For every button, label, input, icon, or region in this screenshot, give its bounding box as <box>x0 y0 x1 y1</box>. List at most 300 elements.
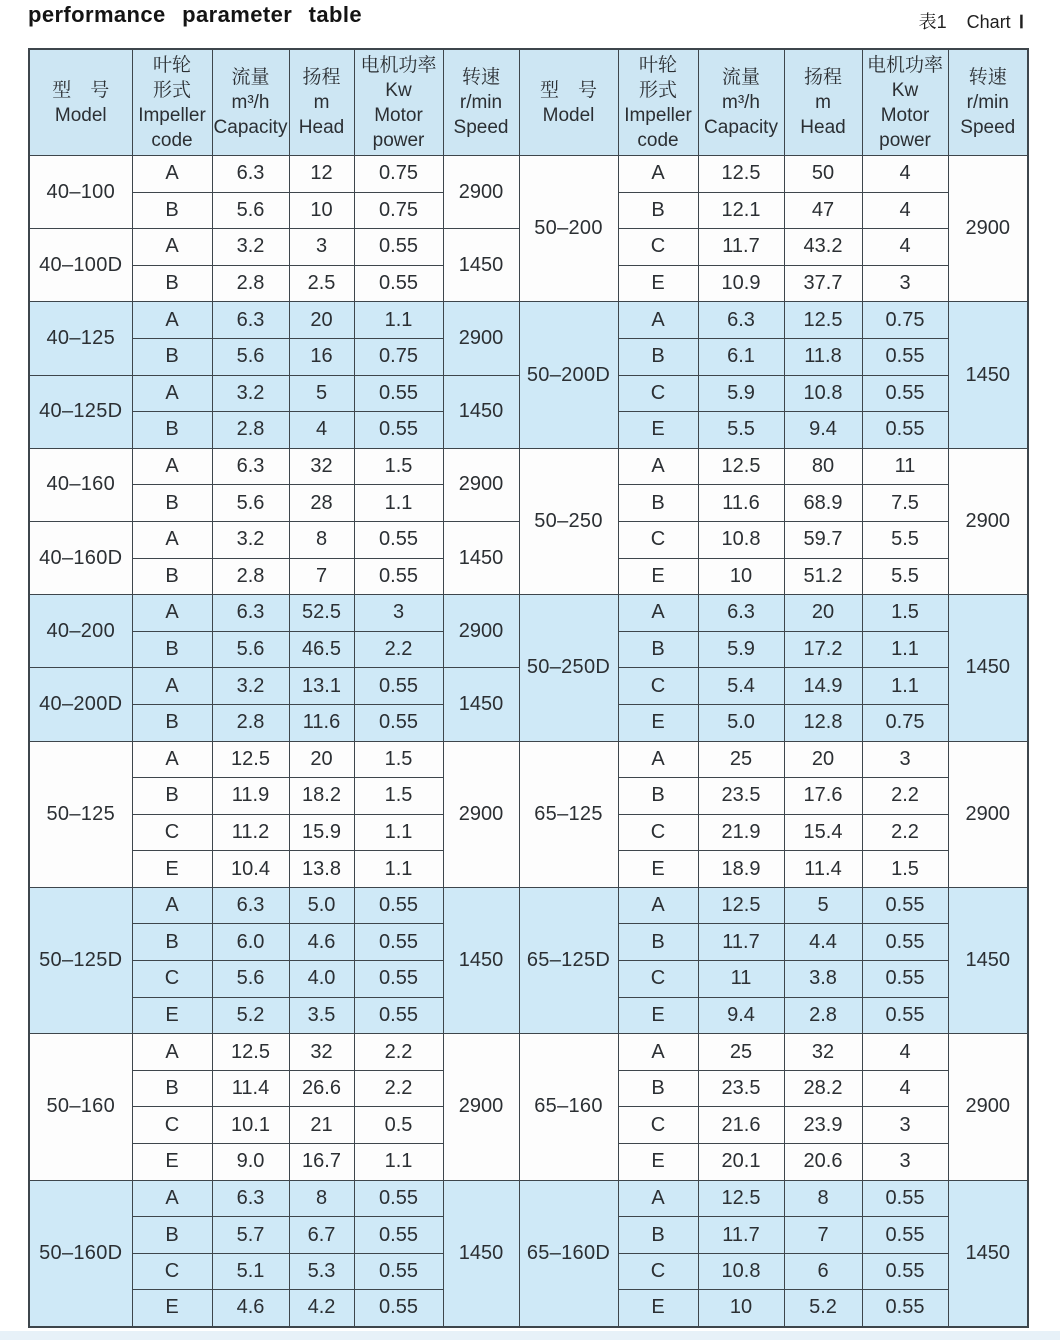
header-line: power <box>879 129 931 151</box>
head-cell: 11.4 <box>784 851 862 888</box>
power-cell: 0.55 <box>862 412 948 449</box>
power-cell: 0.55 <box>862 961 948 998</box>
header-line: Kw <box>385 79 412 101</box>
capacity-cell: 9.0 <box>212 1144 289 1181</box>
head-cell: 43.2 <box>784 229 862 266</box>
impeller-code-cell: A <box>618 741 698 778</box>
header-line: 型 号 <box>52 79 110 101</box>
power-cell: 0.55 <box>862 887 948 924</box>
impeller-code-cell: E <box>132 1144 212 1181</box>
impeller-code-cell: A <box>618 1034 698 1071</box>
chart-caption-zh: 表1 <box>918 12 947 32</box>
power-cell: 3 <box>862 741 948 778</box>
head-cell: 5 <box>784 887 862 924</box>
power-cell: 0.55 <box>354 558 443 595</box>
capacity-cell: 18.9 <box>698 851 784 888</box>
head-cell: 3.5 <box>289 997 354 1034</box>
chart-caption-number: Ⅰ <box>1018 12 1024 32</box>
power-cell: 0.55 <box>862 1180 948 1217</box>
impeller-code-cell: C <box>618 668 698 705</box>
power-cell: 2.2 <box>354 1034 443 1071</box>
column-header-impeller-left <box>132 49 212 156</box>
impeller-code-cell: B <box>618 338 698 375</box>
head-cell: 52.5 <box>289 595 354 632</box>
capacity-cell: 10.8 <box>698 1253 784 1290</box>
page-bottom-edge <box>0 1331 1060 1340</box>
impeller-code-cell: C <box>132 814 212 851</box>
header-line: power <box>372 129 425 151</box>
head-cell: 17.2 <box>784 631 862 668</box>
head-cell: 4.6 <box>289 924 354 961</box>
head-cell: 5.3 <box>289 1253 354 1290</box>
impeller-code-cell: B <box>132 1070 212 1107</box>
impeller-code-cell: E <box>618 704 698 741</box>
head-cell: 46.5 <box>289 631 354 668</box>
power-cell: 0.55 <box>862 1217 948 1254</box>
head-cell: 37.7 <box>784 265 862 302</box>
speed-cell: 2900 <box>443 448 519 521</box>
head-cell: 17.6 <box>784 778 862 815</box>
impeller-code-cell: B <box>618 924 698 961</box>
capacity-cell: 12.5 <box>698 887 784 924</box>
power-cell: 4 <box>862 192 948 229</box>
speed-cell: 2900 <box>948 156 1028 302</box>
capacity-cell: 12.5 <box>698 448 784 485</box>
power-cell: 3 <box>862 1107 948 1144</box>
capacity-cell: 10 <box>698 558 784 595</box>
power-cell: 2.2 <box>862 778 948 815</box>
capacity-cell: 2.8 <box>212 412 289 449</box>
power-cell: 0.5 <box>354 1107 443 1144</box>
table-row <box>29 595 1028 632</box>
header-line: 流量 <box>231 67 270 88</box>
capacity-cell: 11.2 <box>212 814 289 851</box>
impeller-code-cell: B <box>132 485 212 522</box>
table-row <box>29 887 1028 924</box>
speed-cell: 2900 <box>443 741 519 887</box>
capacity-cell: 6.3 <box>212 156 289 193</box>
head-cell: 6 <box>784 1253 862 1290</box>
head-cell: 47 <box>784 192 862 229</box>
power-cell: 4 <box>862 156 948 193</box>
capacity-cell: 25 <box>698 1034 784 1071</box>
speed-cell: 2900 <box>948 448 1028 594</box>
table-row <box>29 448 1028 485</box>
capacity-cell: 20.1 <box>698 1144 784 1181</box>
power-cell: 0.55 <box>354 521 443 558</box>
column-header-power-left <box>354 49 443 156</box>
head-cell: 5.2 <box>784 1290 862 1327</box>
impeller-code-cell: B <box>618 778 698 815</box>
impeller-code-cell: E <box>618 265 698 302</box>
column-header-power-right <box>862 49 948 156</box>
head-cell: 59.7 <box>784 521 862 558</box>
head-cell: 16 <box>289 338 354 375</box>
impeller-code-cell: C <box>618 1253 698 1290</box>
capacity-cell: 2.8 <box>212 558 289 595</box>
head-cell: 16.7 <box>289 1144 354 1181</box>
impeller-code-cell: A <box>132 741 212 778</box>
power-cell: 0.75 <box>862 704 948 741</box>
header-line: r/min <box>966 92 1009 113</box>
capacity-cell: 10.1 <box>212 1107 289 1144</box>
model-cell: 50–160 <box>29 1034 132 1180</box>
power-cell: 3 <box>862 1144 948 1181</box>
head-cell: 13.1 <box>289 668 354 705</box>
header-line: 扬程 <box>803 67 842 88</box>
capacity-cell: 10 <box>698 1290 784 1327</box>
capacity-cell: 3.2 <box>212 229 289 266</box>
head-cell: 11.8 <box>784 338 862 375</box>
power-cell: 0.55 <box>862 997 948 1034</box>
performance-table <box>28 48 1029 1328</box>
impeller-code-cell: E <box>618 412 698 449</box>
head-cell: 51.2 <box>784 558 862 595</box>
capacity-cell: 12.5 <box>698 156 784 193</box>
model-cell: 50–200 <box>519 156 618 302</box>
capacity-cell: 11.9 <box>212 778 289 815</box>
capacity-cell: 12.5 <box>212 1034 289 1071</box>
head-cell: 6.7 <box>289 1217 354 1254</box>
capacity-cell: 6.1 <box>698 338 784 375</box>
column-header-head-right <box>784 49 862 156</box>
table-body <box>29 156 1028 1327</box>
capacity-cell: 12.1 <box>698 192 784 229</box>
model-cell: 65–125D <box>519 887 618 1033</box>
impeller-code-cell: E <box>618 997 698 1034</box>
power-cell: 1.5 <box>862 595 948 632</box>
power-cell: 0.55 <box>354 961 443 998</box>
impeller-code-cell: E <box>132 1290 212 1327</box>
capacity-cell: 10.9 <box>698 265 784 302</box>
impeller-code-cell: A <box>132 887 212 924</box>
header-line: m³/h <box>722 92 760 113</box>
header-line: r/min <box>459 92 503 113</box>
header-line: Impeller <box>138 104 206 126</box>
impeller-code-cell: A <box>132 302 212 339</box>
header-line: code <box>637 129 679 151</box>
head-cell: 4.2 <box>289 1290 354 1327</box>
head-cell: 20.6 <box>784 1144 862 1181</box>
capacity-cell: 2.8 <box>212 265 289 302</box>
model-cell: 50–125 <box>29 741 132 887</box>
speed-cell: 1450 <box>948 302 1028 448</box>
power-cell: 4 <box>862 229 948 266</box>
power-cell: 0.55 <box>354 1290 443 1327</box>
capacity-cell: 5.6 <box>212 485 289 522</box>
impeller-code-cell: B <box>618 485 698 522</box>
power-cell: 0.55 <box>354 924 443 961</box>
power-cell: 1.1 <box>862 631 948 668</box>
speed-cell: 2900 <box>443 595 519 668</box>
impeller-code-cell: B <box>132 1217 212 1254</box>
table-row <box>29 156 1028 193</box>
head-cell: 3 <box>289 229 354 266</box>
head-cell: 32 <box>289 1034 354 1071</box>
head-cell: 80 <box>784 448 862 485</box>
head-cell: 8 <box>784 1180 862 1217</box>
capacity-cell: 6.3 <box>698 302 784 339</box>
power-cell: 7.5 <box>862 485 948 522</box>
model-cell: 65–160D <box>519 1180 618 1326</box>
head-cell: 11.6 <box>289 704 354 741</box>
capacity-cell: 5.1 <box>212 1253 289 1290</box>
power-cell: 1.5 <box>354 448 443 485</box>
power-cell: 0.55 <box>354 1217 443 1254</box>
capacity-cell: 11.4 <box>212 1070 289 1107</box>
power-cell: 1.5 <box>354 741 443 778</box>
impeller-code-cell: C <box>618 521 698 558</box>
speed-cell: 1450 <box>443 375 519 448</box>
impeller-code-cell: B <box>618 1217 698 1254</box>
model-cell: 50–250D <box>519 595 618 741</box>
power-cell: 0.55 <box>862 1290 948 1327</box>
header-line: Speed <box>453 117 509 138</box>
head-cell: 5.0 <box>289 887 354 924</box>
head-cell: 10 <box>289 192 354 229</box>
model-cell: 40–100 <box>29 156 132 229</box>
header-line: 形式 <box>638 79 677 101</box>
head-cell: 7 <box>289 558 354 595</box>
table-row <box>29 1180 1028 1217</box>
speed-cell: 1450 <box>443 229 519 302</box>
impeller-code-cell: A <box>132 1180 212 1217</box>
power-cell: 1.1 <box>354 814 443 851</box>
capacity-cell: 5.7 <box>212 1217 289 1254</box>
header-line: 转速 <box>968 67 1007 88</box>
power-cell: 0.55 <box>354 997 443 1034</box>
head-cell: 15.4 <box>784 814 862 851</box>
head-cell: 14.9 <box>784 668 862 705</box>
chart-caption <box>919 8 1024 34</box>
power-cell: 1.1 <box>354 485 443 522</box>
model-cell: 40–160 <box>29 448 132 521</box>
impeller-code-cell: B <box>132 704 212 741</box>
capacity-cell: 5.9 <box>698 631 784 668</box>
speed-cell: 1450 <box>443 1180 519 1326</box>
header-line: 电机功率 <box>866 54 943 76</box>
impeller-code-cell: A <box>618 156 698 193</box>
capacity-cell: 5.6 <box>212 338 289 375</box>
impeller-code-cell: B <box>132 631 212 668</box>
capacity-cell: 11.7 <box>698 924 784 961</box>
capacity-cell: 3.2 <box>212 668 289 705</box>
power-cell: 0.75 <box>354 192 443 229</box>
head-cell: 4 <box>289 412 354 449</box>
model-cell: 65–160 <box>519 1034 618 1180</box>
model-cell: 50–125D <box>29 887 132 1033</box>
impeller-code-cell: B <box>618 631 698 668</box>
head-cell: 32 <box>784 1034 862 1071</box>
power-cell: 4 <box>862 1070 948 1107</box>
header-line: Impeller <box>624 104 692 126</box>
header-line: Capacity <box>213 117 288 138</box>
head-cell: 4.0 <box>289 961 354 998</box>
capacity-cell: 6.3 <box>212 1180 289 1217</box>
capacity-cell: 12.5 <box>698 1180 784 1217</box>
power-cell: 0.75 <box>862 302 948 339</box>
header-line: 叶轮 <box>638 54 677 76</box>
head-cell: 15.9 <box>289 814 354 851</box>
table-header <box>29 49 1028 156</box>
speed-cell: 1450 <box>443 521 519 594</box>
column-header-model-left <box>29 49 132 156</box>
head-cell: 8 <box>289 1180 354 1217</box>
power-cell: 0.75 <box>354 338 443 375</box>
capacity-cell: 23.5 <box>698 778 784 815</box>
head-cell: 20 <box>289 741 354 778</box>
head-cell: 2.5 <box>289 265 354 302</box>
head-cell: 32 <box>289 448 354 485</box>
header-line: 型 号 <box>539 79 597 101</box>
impeller-code-cell: A <box>618 302 698 339</box>
model-cell: 50–200D <box>519 302 618 448</box>
impeller-code-cell: B <box>132 558 212 595</box>
impeller-code-cell: B <box>132 412 212 449</box>
header-line: m <box>815 92 831 113</box>
speed-cell: 2900 <box>443 1034 519 1180</box>
head-cell: 68.9 <box>784 485 862 522</box>
column-header-model-right <box>519 49 618 156</box>
impeller-code-cell: C <box>618 375 698 412</box>
power-cell: 11 <box>862 448 948 485</box>
impeller-code-cell: E <box>618 851 698 888</box>
impeller-code-cell: A <box>132 1034 212 1071</box>
capacity-cell: 6.3 <box>698 595 784 632</box>
power-cell: 0.55 <box>354 1253 443 1290</box>
model-cell: 40–200D <box>29 668 132 741</box>
header-line: Head <box>800 117 846 138</box>
speed-cell: 1450 <box>443 668 519 741</box>
column-header-impeller-right <box>618 49 698 156</box>
head-cell: 12.5 <box>784 302 862 339</box>
capacity-cell: 11.7 <box>698 229 784 266</box>
capacity-cell: 5.9 <box>698 375 784 412</box>
head-cell: 12.8 <box>784 704 862 741</box>
speed-cell: 2900 <box>443 302 519 375</box>
impeller-code-cell: E <box>618 1290 698 1327</box>
model-cell: 50–250 <box>519 448 618 594</box>
header-line: Motor <box>374 104 423 126</box>
page-title: performance parameter table <box>28 2 363 27</box>
capacity-cell: 21.9 <box>698 814 784 851</box>
capacity-cell: 11 <box>698 961 784 998</box>
head-cell: 7 <box>784 1217 862 1254</box>
capacity-cell: 12.5 <box>212 741 289 778</box>
capacity-cell: 6.3 <box>212 887 289 924</box>
head-cell: 23.9 <box>784 1107 862 1144</box>
header-line: code <box>151 129 193 151</box>
impeller-code-cell: A <box>618 448 698 485</box>
power-cell: 1.5 <box>862 851 948 888</box>
impeller-code-cell: A <box>618 1180 698 1217</box>
head-cell: 8 <box>289 521 354 558</box>
head-cell: 28.2 <box>784 1070 862 1107</box>
capacity-cell: 6.3 <box>212 302 289 339</box>
impeller-code-cell: B <box>132 924 212 961</box>
impeller-code-cell: A <box>132 375 212 412</box>
head-cell: 50 <box>784 156 862 193</box>
capacity-cell: 5.2 <box>212 997 289 1034</box>
capacity-cell: 5.6 <box>212 192 289 229</box>
table-row <box>29 741 1028 778</box>
capacity-cell: 5.6 <box>212 631 289 668</box>
impeller-code-cell: E <box>132 997 212 1034</box>
column-header-head-left <box>289 49 354 156</box>
head-cell: 26.6 <box>289 1070 354 1107</box>
head-cell: 10.8 <box>784 375 862 412</box>
header-line: Head <box>298 117 345 138</box>
impeller-code-cell: A <box>132 668 212 705</box>
power-cell: 2.2 <box>862 814 948 851</box>
speed-cell: 2900 <box>948 1034 1028 1180</box>
head-cell: 21 <box>289 1107 354 1144</box>
column-header-speed-right <box>948 49 1028 156</box>
power-cell: 1.1 <box>354 851 443 888</box>
impeller-code-cell: A <box>132 595 212 632</box>
power-cell: 0.55 <box>354 668 443 705</box>
column-header-capacity-right <box>698 49 784 156</box>
power-cell: 5.5 <box>862 521 948 558</box>
header-line: Speed <box>960 117 1016 138</box>
capacity-cell: 3.2 <box>212 521 289 558</box>
header-line: Kw <box>891 79 919 101</box>
head-cell: 18.2 <box>289 778 354 815</box>
power-cell: 0.55 <box>862 1253 948 1290</box>
power-cell: 2.2 <box>354 631 443 668</box>
header-line: 转速 <box>461 67 500 88</box>
model-cell: 40–125D <box>29 375 132 448</box>
capacity-cell: 4.6 <box>212 1290 289 1327</box>
capacity-cell: 25 <box>698 741 784 778</box>
power-cell: 0.55 <box>354 887 443 924</box>
head-cell: 20 <box>784 741 862 778</box>
impeller-code-cell: A <box>132 448 212 485</box>
impeller-code-cell: B <box>618 192 698 229</box>
power-cell: 0.55 <box>354 265 443 302</box>
capacity-cell: 2.8 <box>212 704 289 741</box>
power-cell: 2.2 <box>354 1070 443 1107</box>
power-cell: 1.1 <box>354 302 443 339</box>
head-cell: 5 <box>289 375 354 412</box>
power-cell: 1.1 <box>862 668 948 705</box>
capacity-cell: 5.6 <box>212 961 289 998</box>
capacity-cell: 9.4 <box>698 997 784 1034</box>
header-line: m³/h <box>231 92 270 113</box>
header-line: Model <box>54 104 107 126</box>
head-cell: 3.8 <box>784 961 862 998</box>
power-cell: 0.55 <box>354 375 443 412</box>
table-row <box>29 302 1028 339</box>
header-line: 扬程 <box>302 67 341 88</box>
impeller-code-cell: E <box>618 558 698 595</box>
power-cell: 0.55 <box>354 412 443 449</box>
power-cell: 0.75 <box>354 156 443 193</box>
header-line: m <box>313 92 330 113</box>
header-line: 电机功率 <box>360 54 437 76</box>
speed-cell: 1450 <box>948 1180 1028 1326</box>
impeller-code-cell: C <box>618 1107 698 1144</box>
speed-cell: 2900 <box>443 156 519 229</box>
impeller-code-cell: C <box>132 1107 212 1144</box>
impeller-code-cell: A <box>618 595 698 632</box>
model-cell: 40–200 <box>29 595 132 668</box>
column-header-speed-left <box>443 49 519 156</box>
capacity-cell: 6.3 <box>212 595 289 632</box>
column-header-capacity-left <box>212 49 289 156</box>
capacity-cell: 5.4 <box>698 668 784 705</box>
impeller-code-cell: C <box>618 814 698 851</box>
